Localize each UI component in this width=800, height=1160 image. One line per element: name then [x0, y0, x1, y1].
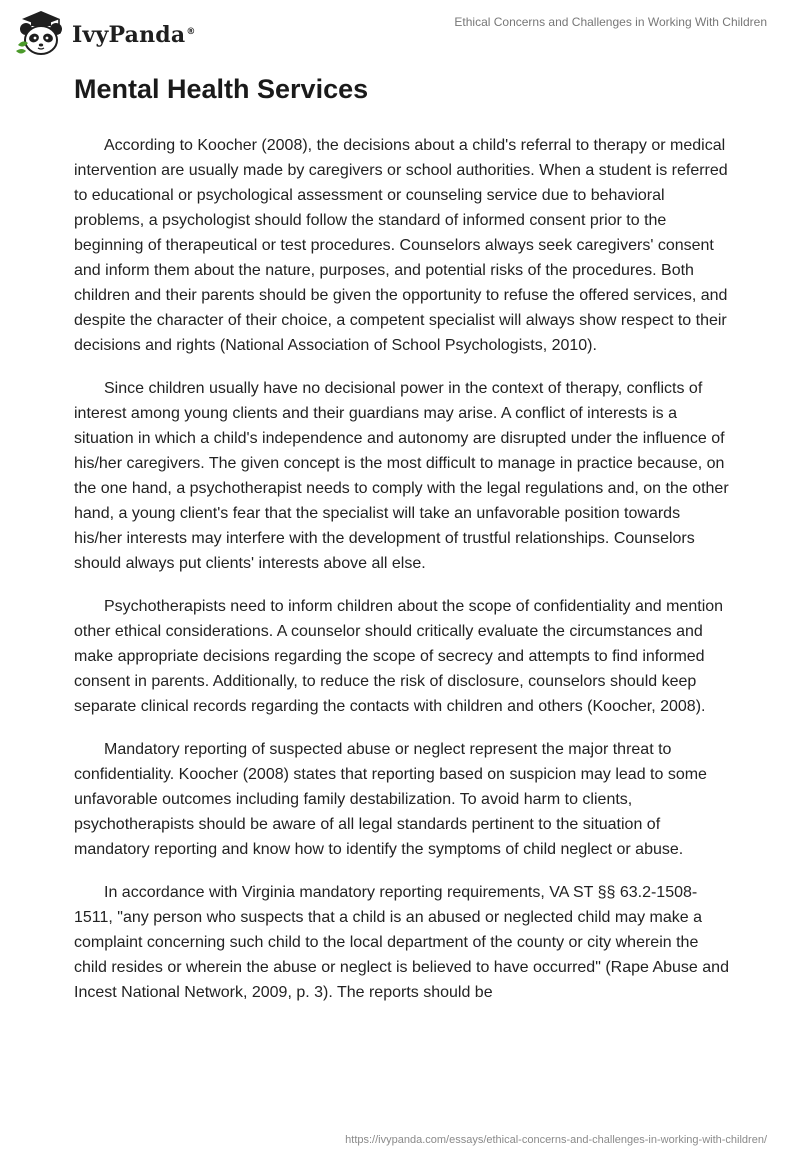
- paragraph: Psychotherapists need to inform children about the scope of confidentiality and mention other ethical considerations. A counselor should critically evaluate the circumstances and make appropriate decisions regarding the scope of secrecy and attempts to find informed consent in parents. Additionally, to reduce the risk of disclosure, counselors should keep separate clinical records regarding the contacts with children and others (Koocher, 2008).: [74, 598, 724, 715]
- source-url[interactable]: https://ivypanda.com/essays/ethical-concerns-and-challenges-in-working-with-children/: [345, 1134, 767, 1146]
- registered-mark: ®: [186, 26, 196, 37]
- brand-logo[interactable]: [14, 9, 196, 59]
- section-heading: Mental Health Services: [74, 74, 369, 104]
- document-title: Ethical Concerns and Challenges in Working With Children: [454, 15, 767, 29]
- essay-body: [74, 133, 730, 1005]
- paragraph: In accordance with Virginia mandatory reporting requirements, VA ST §§ 63.2-1508-1511, "any person who suspects that a child is an abused or neglected child may make a complaint concerning such child to the local department of the county or city wherein the child resides or wherein the abuse or neglect is believed to have occurred" (Rape Abuse and Incest National Network, 2009, p. 3). The reports should be: [74, 884, 729, 1001]
- paragraph: Since children usually have no decisional power in the context of therapy, conflicts of interest among young clients and their guardians may arise. A conflict of interests is a situation in which a child's independence and autonomy are disrupted under the influence of his/her caregivers. The given concept is the most difficult to manage in practice because, on the one hand, a psychotherapist needs to comply with the legal regulations and, on the other hand, a young client's fear that the specialist will take an unfavorable position towards his/her interests may interfere with the development of trustful relationships. Counselors should always put clients' interests above all else.: [74, 380, 729, 572]
- brand-name: IvyPanda®: [72, 22, 196, 48]
- paragraph: According to Koocher (2008), the decisions about a child's referral to therapy or medical intervention are usually made by caregivers or school authorities. When a student is referred to educational or psychological assessment or counseling service due to behavioral problems, a psychologist should follow the standard of informed consent prior to the beginning of therapeutical or test procedures. Counselors always seek caregivers' consent and inform them about the nature, purposes, and potential risks of the procedures. Both children and their parents should be given the opportunity to refuse the offered services, and despite the character of their choice, a competent specialist will always show respect to their decisions and rights (National Association of School Psychologists, 2010).: [74, 137, 728, 354]
- panda-graduate-icon: [14, 9, 68, 59]
- page-header: [0, 0, 800, 70]
- paragraph: Mandatory reporting of suspected abuse or neglect represent the major threat to confidentiality. Koocher (2008) states that reporting based on suspicion may lead to some unfavorable outcomes including family destabilization. To avoid harm to clients, psychotherapists should be aware of all legal standards pertinent to the situation of mandatory reporting and know how to identify the symptoms of child neglect or abuse.: [74, 741, 707, 858]
